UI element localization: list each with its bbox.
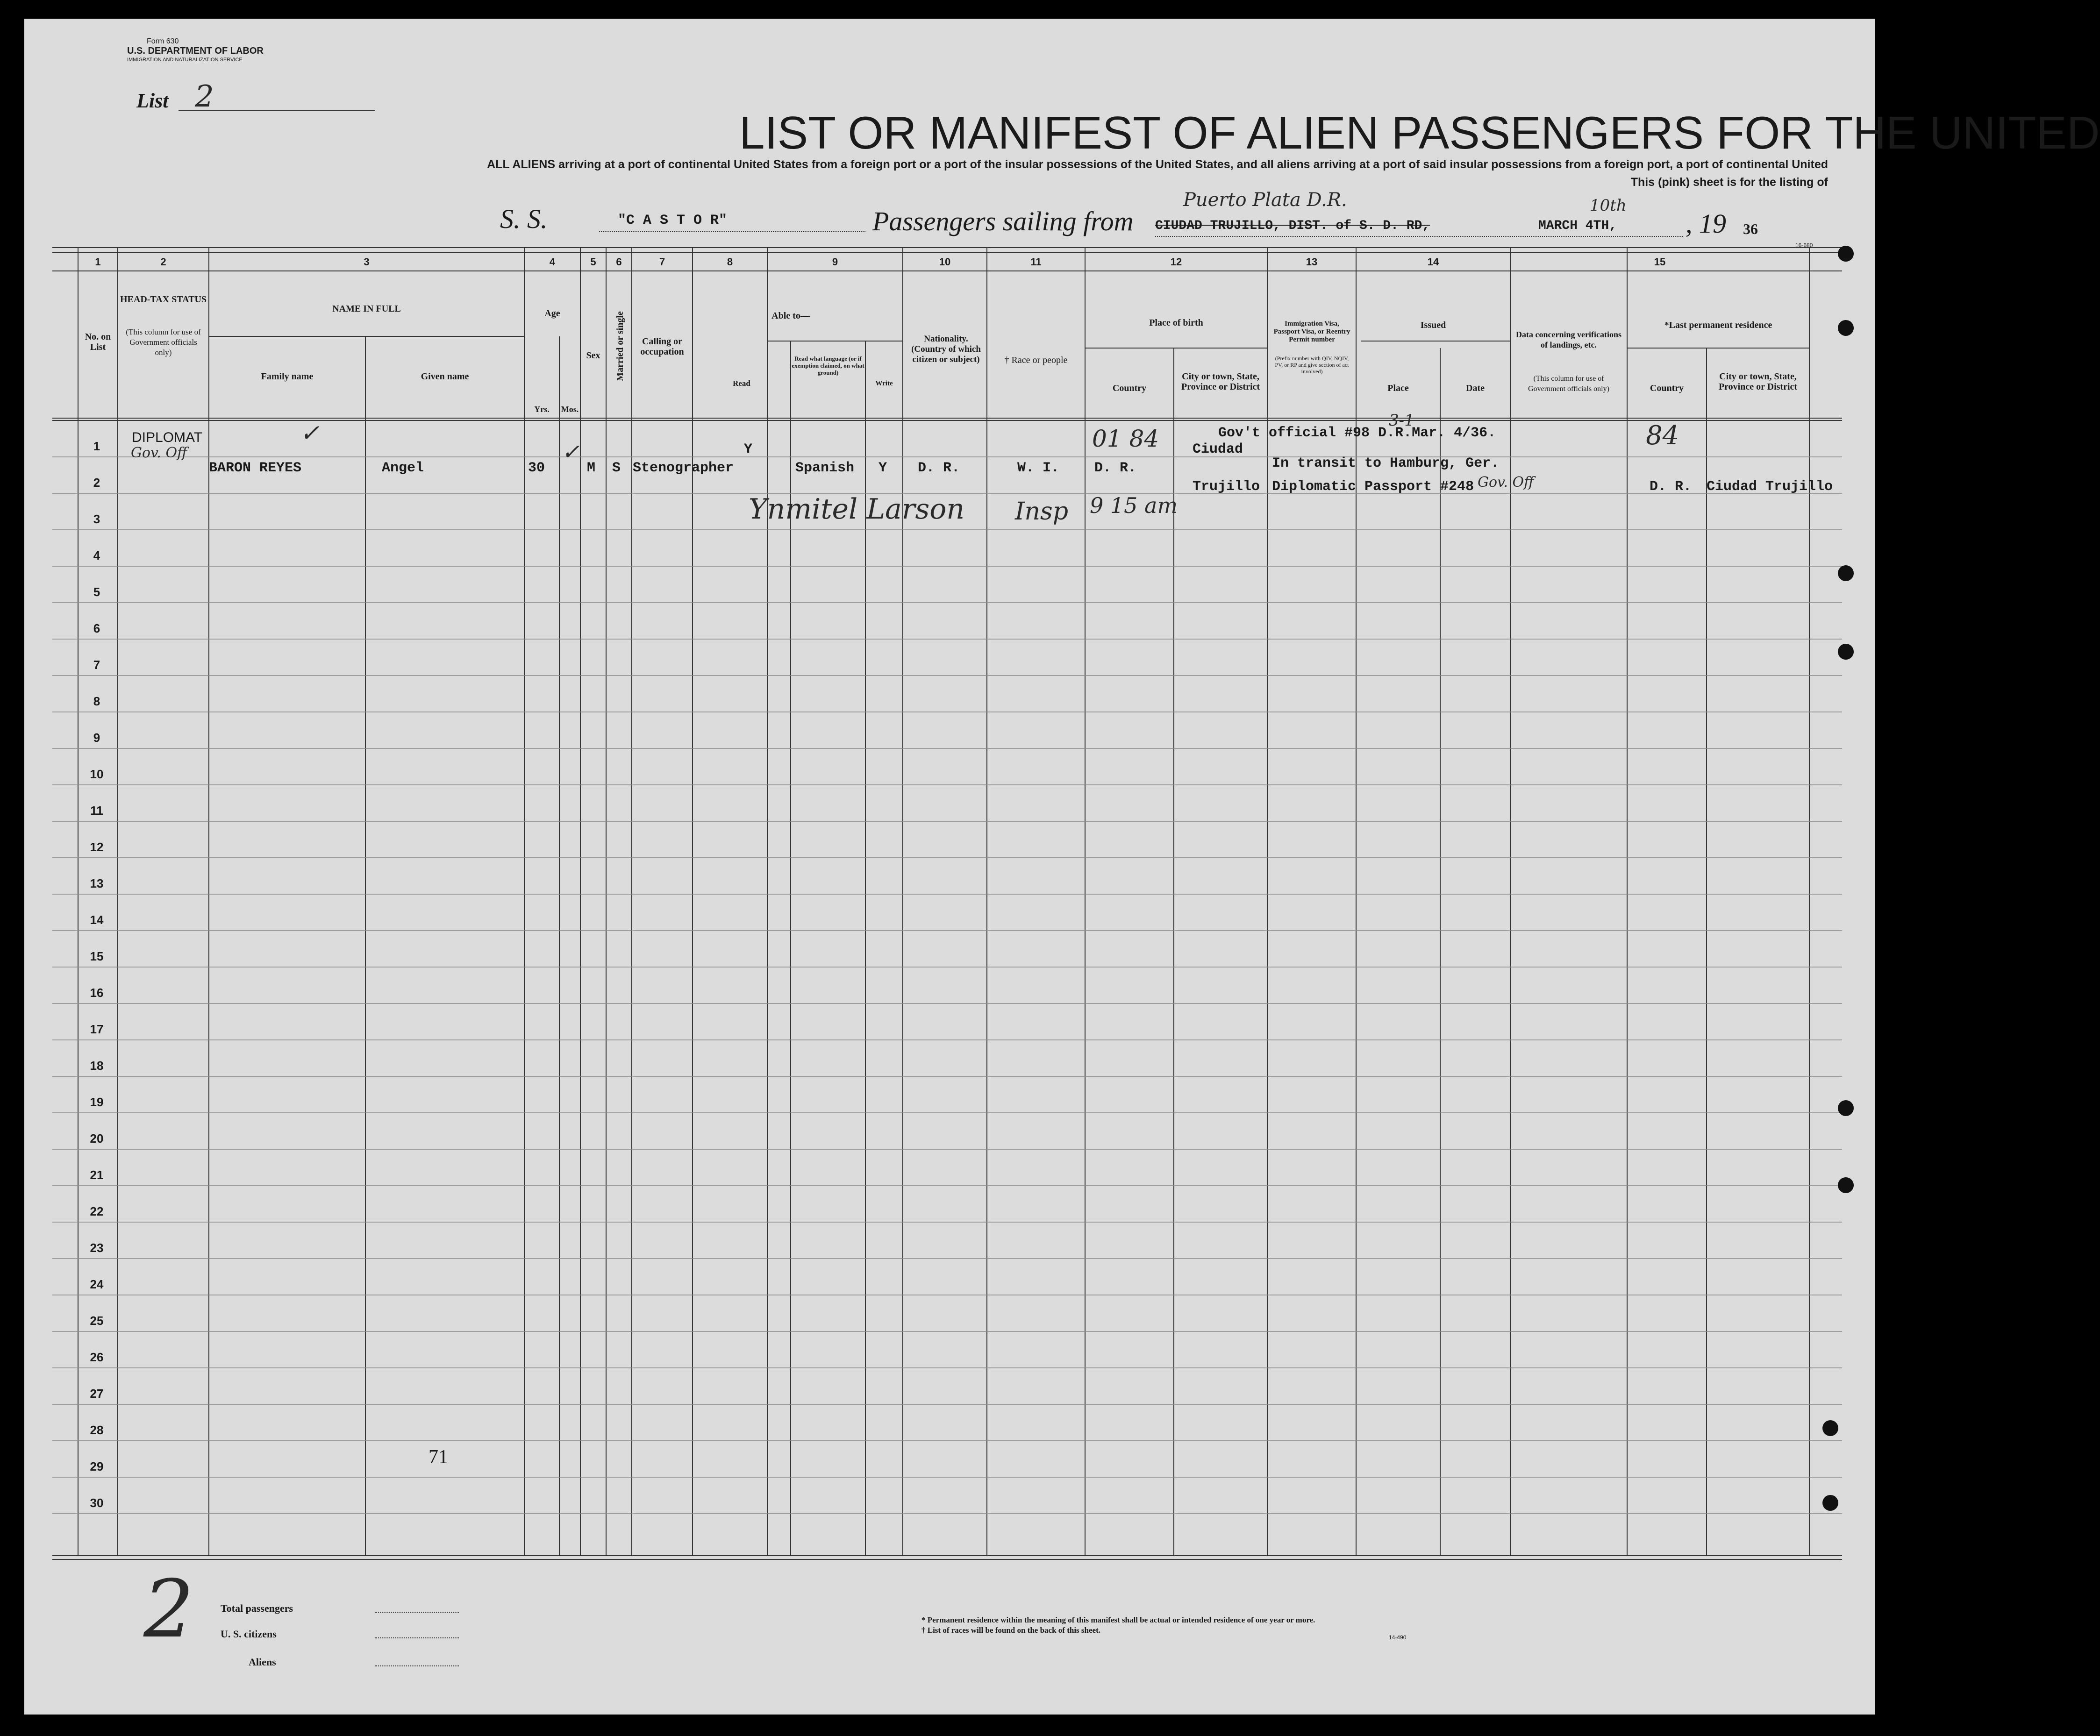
ss-label: S. S. xyxy=(500,204,548,234)
aliens-label: Aliens xyxy=(249,1656,276,1668)
total-passengers-label: Total passengers xyxy=(221,1602,293,1614)
header-visa: Immigration Visa, Passport Visa, or Reentry Permit number xyxy=(1273,320,1350,343)
aliens-line xyxy=(375,1665,459,1666)
column-number: 5 xyxy=(590,256,596,268)
row-number: 28 xyxy=(90,1423,104,1437)
row-number: 18 xyxy=(90,1059,104,1073)
column-number: 14 xyxy=(1427,256,1439,268)
row-number: 29 xyxy=(90,1459,104,1473)
header-age: Age xyxy=(544,308,560,319)
row-number: 20 xyxy=(90,1131,104,1145)
visa-line-1: Gov't official #98 D.R.Mar. 4/36. xyxy=(1218,425,1496,441)
year-label: , 19 xyxy=(1686,208,1726,239)
row-number: 19 xyxy=(90,1095,104,1109)
ship-name: "C A S T O R" xyxy=(618,213,728,228)
binder-hole xyxy=(1838,644,1854,660)
header-head-tax: HEAD-TAX STATUS xyxy=(120,294,207,305)
binder-hole xyxy=(1838,320,1854,336)
header-landing: Data concerning verifications of landings, etc. xyxy=(1516,330,1621,349)
row-number: 21 xyxy=(90,1168,104,1182)
column-number: 7 xyxy=(659,256,665,268)
footnote-races: † List of races will be found on the back of this sheet. xyxy=(921,1626,1100,1635)
check-mark: ✓ xyxy=(300,420,320,447)
manifest-subtitle: ALL ALIENS arriving at a port of continental United States from a foreign port or a port of the insular possessions of the United States, and all aliens arriving at a port of said insular possessions from a foreign port, a port of continental United xyxy=(487,158,1828,171)
header-nationality: Nationality. (Country of which citizen or subject) xyxy=(911,334,981,364)
footnote-residence: * Permanent residence within the meaning of this manifest shall be actual or intended residence of one year or more. xyxy=(921,1615,1315,1624)
header-family-name: Family name xyxy=(261,371,314,382)
header-no-on-list: No. on List xyxy=(85,332,111,352)
header-married: Married or single xyxy=(615,311,625,381)
manifest-grid xyxy=(24,19,1875,1715)
header-write: Write xyxy=(875,380,893,387)
inspector-initials: Insp xyxy=(1015,498,1069,526)
sailing-date-typed: MARCH 4TH, xyxy=(1538,219,1617,233)
row-number: 30 xyxy=(90,1496,104,1510)
residence-mark: 84 xyxy=(1646,420,1679,451)
issued-handwritten: 3-1 xyxy=(1389,411,1414,430)
row-number: 13 xyxy=(90,876,104,890)
sailing-port-typed: CIUDAD TRUJILLO, DIST. of S. D. RD, xyxy=(1155,219,1430,233)
occupation: Stenographer xyxy=(633,460,734,476)
header-birth-city: City or town, State, Province or District xyxy=(1181,371,1260,392)
row-number: 2 xyxy=(93,476,100,490)
header-head-tax-note: (This column for use of Government officials only) xyxy=(126,327,201,357)
header-sex: Sex xyxy=(586,350,600,361)
inspector-signature: Ynmitel Larson xyxy=(749,493,965,526)
footer-code: 14-490 xyxy=(1389,1634,1407,1641)
row-number: 10 xyxy=(90,767,104,781)
header-issued: Issued xyxy=(1420,320,1446,330)
row-number: 22 xyxy=(90,1204,104,1218)
sex: M xyxy=(587,460,596,476)
inspection-time: 9 15 am xyxy=(1090,493,1178,518)
birth-city-1: Ciudad xyxy=(1193,441,1243,457)
header-last-residence: *Last permanent residence xyxy=(1664,320,1772,330)
form-number: Form 630 xyxy=(147,37,179,45)
header-residence-country: Country xyxy=(1650,383,1684,393)
header-read: Read xyxy=(733,379,750,388)
row-number: 3 xyxy=(93,512,100,526)
header-read-language: Read what language (or if exemption claimed, on what ground) xyxy=(792,355,864,376)
row-number: 23 xyxy=(90,1241,104,1255)
nationality: D. R. xyxy=(918,460,960,476)
row-number: 1 xyxy=(93,439,100,453)
race: W. I. xyxy=(1017,460,1060,476)
header-years: Yrs. xyxy=(534,405,550,414)
binder-hole xyxy=(1838,246,1854,262)
row-number: 27 xyxy=(90,1387,104,1401)
header-given-name: Given name xyxy=(421,371,469,382)
residence-city: Ciudad Trujillo xyxy=(1707,479,1833,495)
row-number: 12 xyxy=(90,840,104,854)
header-name-in-full: NAME IN FULL xyxy=(332,304,401,314)
column-number: 9 xyxy=(832,256,838,268)
visa-line-3: Diplomatic Passport #248 xyxy=(1272,479,1474,495)
row-number: 17 xyxy=(90,1022,104,1036)
column-number: 2 xyxy=(160,256,166,268)
header-landing-note: (This column for use of Government officials only) xyxy=(1528,375,1609,393)
header-months: Mos. xyxy=(561,405,579,414)
birth-country: D. R. xyxy=(1094,460,1137,476)
head-tax-handwritten: Gov. Off xyxy=(131,445,187,461)
total-passengers-line xyxy=(375,1612,459,1613)
header-race: † Race or people xyxy=(1004,355,1068,365)
column-number: 8 xyxy=(727,256,733,268)
row-number: 24 xyxy=(90,1277,104,1291)
sailing-port-handwritten: Puerto Plata D.R. xyxy=(1183,189,1347,211)
page-mark: 71 xyxy=(429,1446,448,1468)
column-number: 12 xyxy=(1170,256,1182,268)
column-number: 11 xyxy=(1030,256,1042,268)
age-check-mark: ✓ xyxy=(562,439,580,464)
family-name: BARON REYES xyxy=(209,460,302,476)
column-number: 1 xyxy=(95,256,101,268)
birth-mark: 01 84 xyxy=(1092,425,1159,452)
sailing-label: Passengers sailing from xyxy=(872,206,1134,236)
row-number: 26 xyxy=(90,1350,104,1364)
manifest-subtitle-2: This (pink) sheet is for the listing of xyxy=(1630,176,1828,189)
column-number: 4 xyxy=(549,256,556,268)
column-number: 6 xyxy=(616,256,622,268)
list-number: 2 xyxy=(195,79,214,114)
corner-code: 16-680 xyxy=(1795,242,1813,249)
manifest-sheet xyxy=(24,19,2100,1715)
header-calling: Calling or occupation xyxy=(640,336,684,357)
header-visa-note: (Prefix number with QIV, NQIV, PV, or RP and give section of act involved) xyxy=(1275,355,1349,375)
marital-status: S xyxy=(612,460,621,476)
row-number: 11 xyxy=(90,804,103,818)
binder-hole xyxy=(1838,1177,1854,1193)
column-number: 15 xyxy=(1654,256,1666,268)
year-value: 36 xyxy=(1743,221,1758,237)
row-number: 9 xyxy=(93,731,100,745)
row-number: 16 xyxy=(90,986,104,1000)
given-name: Angel xyxy=(382,460,424,476)
row-number: 25 xyxy=(90,1314,104,1328)
age-years: 30 xyxy=(528,460,545,476)
column-number: 13 xyxy=(1306,256,1318,268)
header-birth-country: Country xyxy=(1112,383,1147,393)
binder-hole xyxy=(1838,565,1854,581)
header-residence-city: City or town, State, Province or District xyxy=(1718,371,1798,392)
us-citizens-line xyxy=(375,1637,459,1638)
row-number: 15 xyxy=(90,949,104,963)
us-citizens-label: U. S. citizens xyxy=(221,1628,277,1640)
row-number: 8 xyxy=(93,694,100,708)
header-issued-date: Date xyxy=(1466,383,1485,393)
row-number: 5 xyxy=(93,585,100,599)
head-tax-status: DIPLOMAT xyxy=(132,430,203,445)
visa-line-2: In transit to Hamburg, Ger. xyxy=(1272,455,1500,471)
row-number: 4 xyxy=(93,548,100,562)
row-number: 14 xyxy=(90,913,104,927)
header-issued-place: Place xyxy=(1387,383,1409,393)
sailing-date-handwritten: 10th xyxy=(1590,196,1627,215)
read-language: Spanish xyxy=(795,460,855,476)
residence-country: D. R. xyxy=(1650,479,1692,495)
can-read: Y xyxy=(744,441,753,457)
row-number: 7 xyxy=(93,658,100,672)
birth-city-2: Trujillo xyxy=(1193,479,1260,495)
binder-hole xyxy=(1822,1420,1838,1436)
header-able-to: Able to— xyxy=(771,311,810,321)
department-label: U.S. DEPARTMENT OF LABOR xyxy=(127,46,264,56)
manifest-title: LIST OR MANIFEST OF ALIEN PASSENGERS FOR THE UNITED xyxy=(739,107,2100,158)
column-number: 10 xyxy=(939,256,951,268)
column-number: 3 xyxy=(364,256,370,268)
binder-hole xyxy=(1838,1100,1854,1116)
binder-hole xyxy=(1822,1495,1838,1511)
row-number: 6 xyxy=(93,621,100,635)
can-write: Y xyxy=(879,460,887,476)
landing-handwritten: Gov. Off xyxy=(1478,474,1534,491)
service-label: IMMIGRATION AND NATURALIZATION SERVICE xyxy=(127,57,243,63)
list-label: List xyxy=(136,89,169,112)
total-handwritten: 2 xyxy=(143,1563,194,1656)
header-place-of-birth: Place of birth xyxy=(1149,318,1203,328)
